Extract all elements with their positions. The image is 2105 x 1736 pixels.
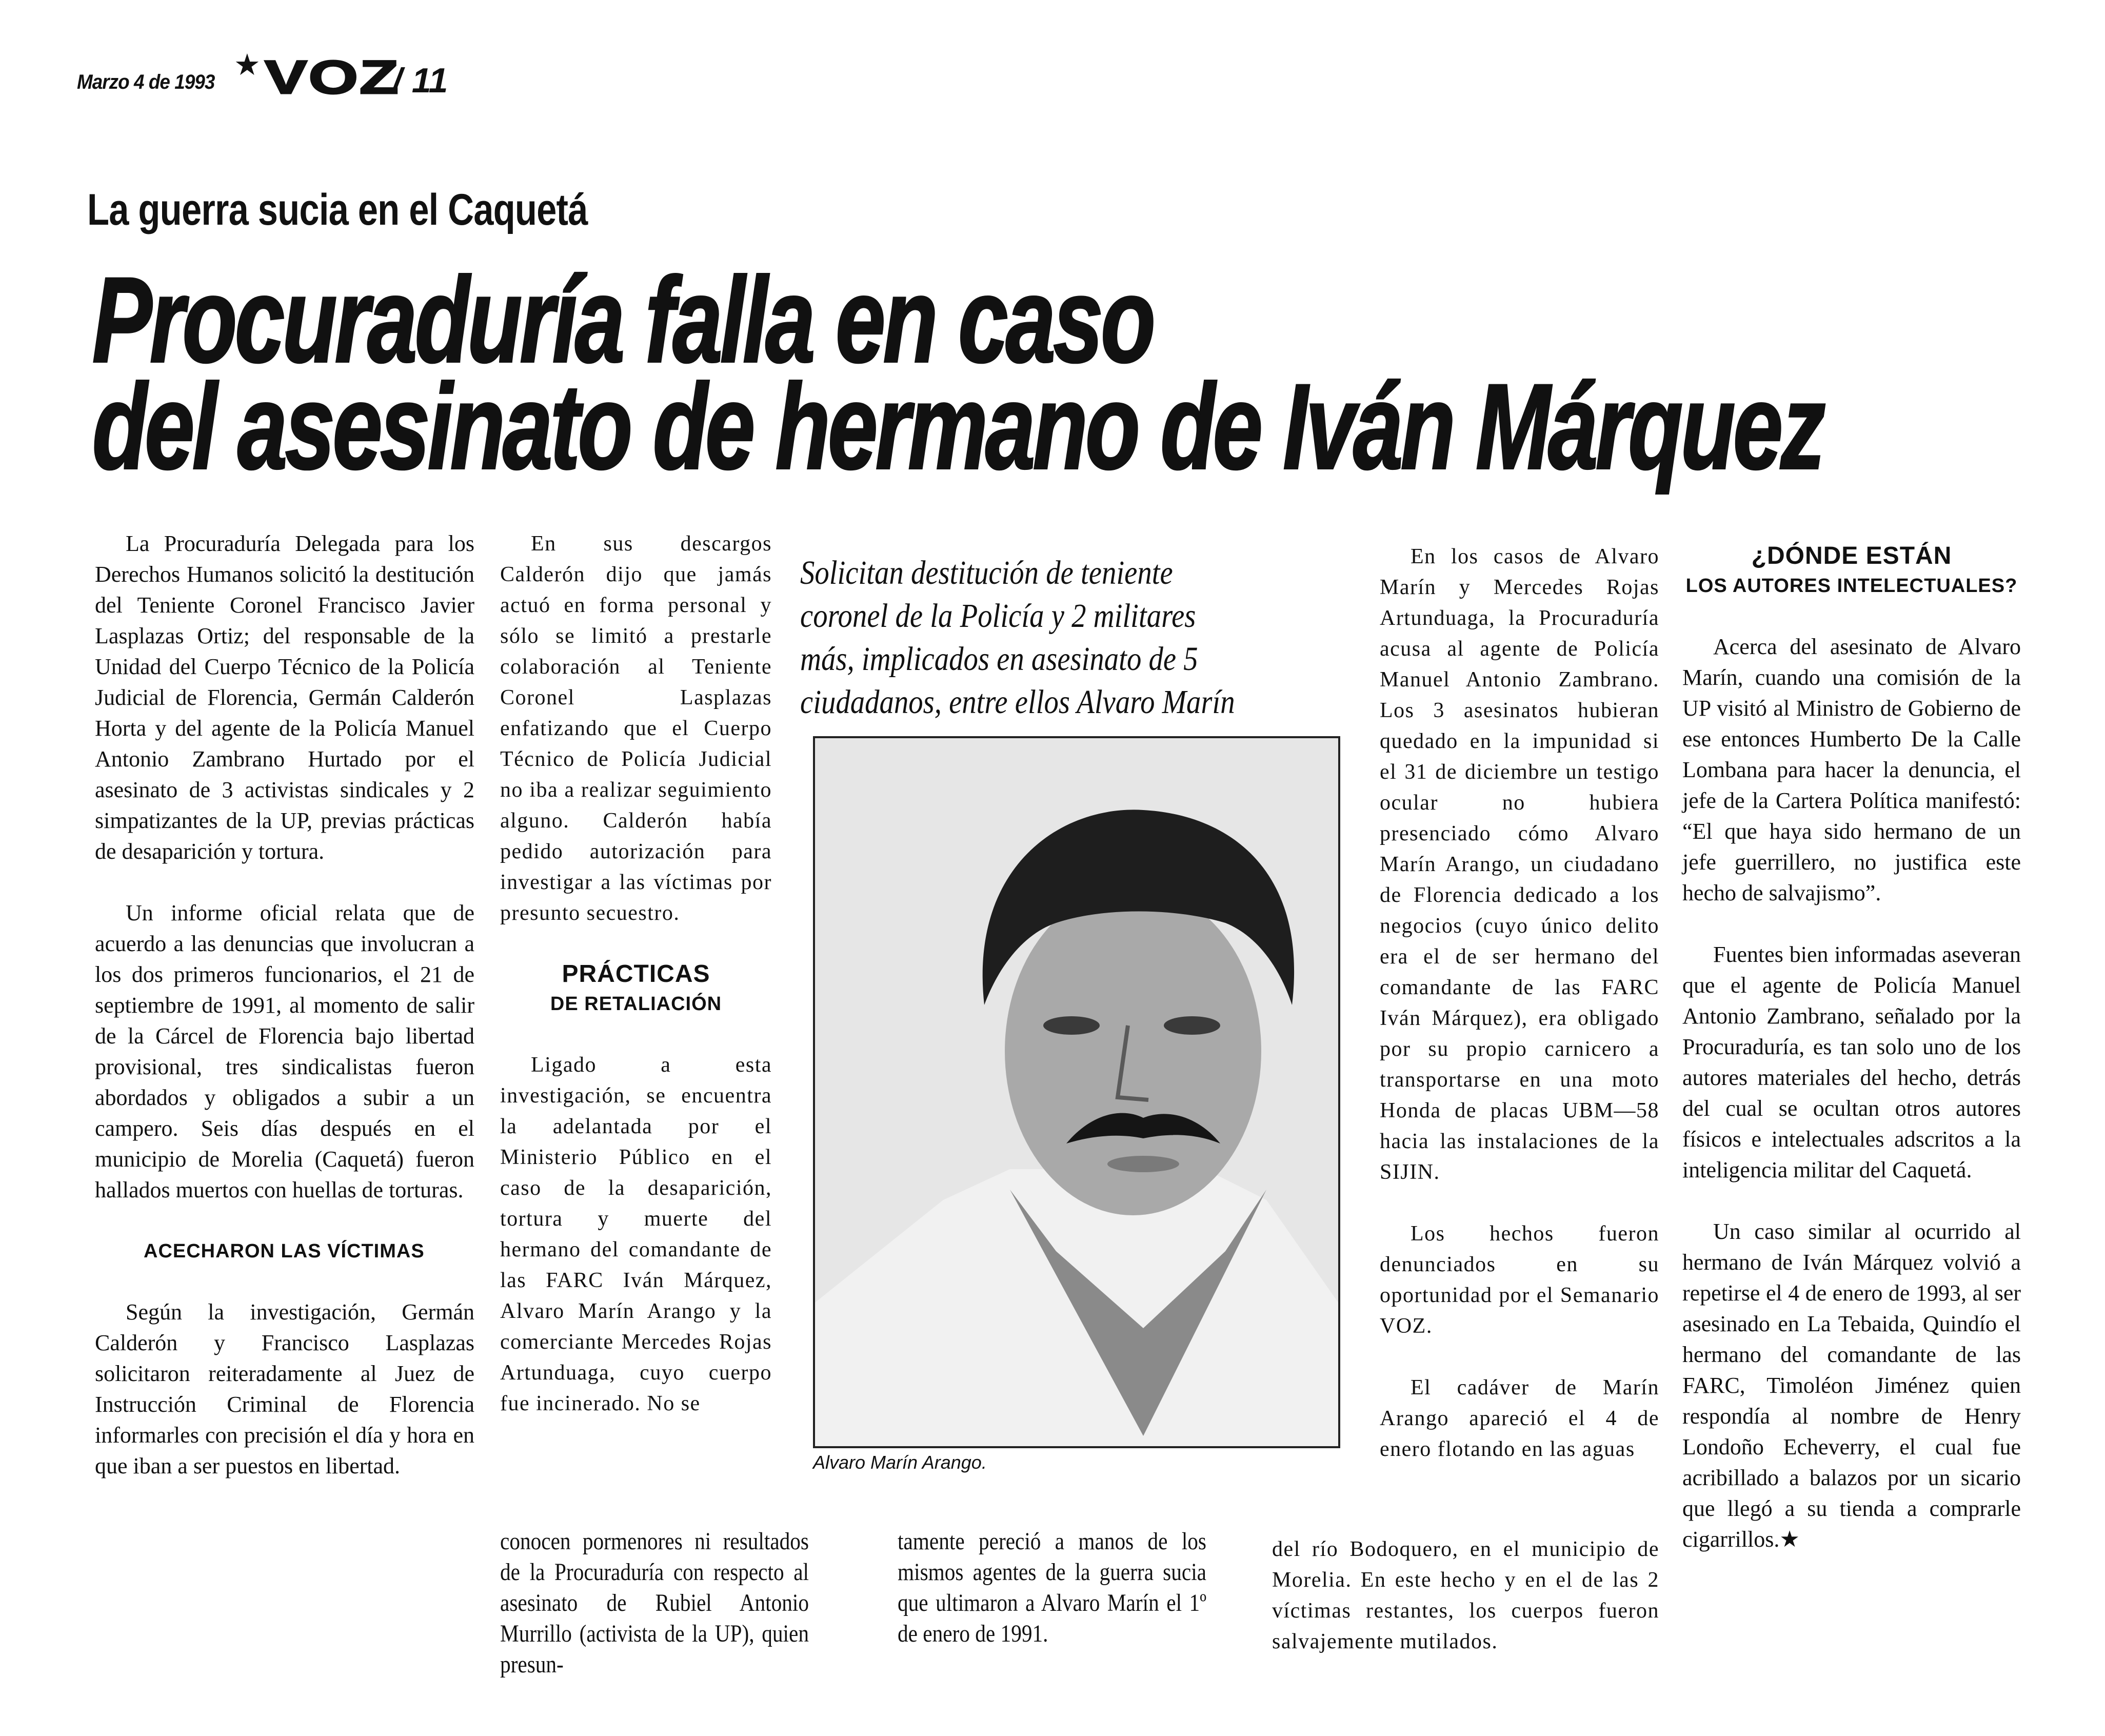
paragraph: Un informe oficial relata que de acuerdo a las denuncias que involucran a los dos primeros funcionarios, el 21 de septiembre de 1991, al momento de salir de la Cárcel de Florencia bajo libertad provisional, tres sindicalistas fueron abordados y obligados a subir a un campero. Seis días después en el municipio de Morelia (Caquetá) fueron hallados muertos con huellas de torturas. xyxy=(95,900,474,1202)
paragraph: En sus descargos Calderón dijo que jamás actuó en forma personal y sólo se limitó a prestarle colaboración al Teniente Coronel Lasplazas enfatizando que el Cuerpo Técnico de Policía Judicial no iba a realizar seguimiento alguno. Calderón había pedido autorización para investigar a las víctimas por presunto secuestro. xyxy=(500,532,772,925)
paragraph: Ligado a esta investigación, se encuentra la adelantada por el Ministerio Público en el caso de la desaparición, tortura y muerte del hermano del comandante de las FARC Iván Márquez, Alvaro Marín Arango y la comerciante Mercedes Rojas Artunduaga, cuyo cuerpo fue incinerado. No se xyxy=(500,1053,772,1415)
deck-line-2: coronel de la Policía y 2 militares xyxy=(800,597,1196,635)
column-4 xyxy=(1380,541,1659,1465)
end-mark-star-icon: ★ xyxy=(1779,1526,1800,1552)
deck-line-3: más, implicados en asesinato de 5 xyxy=(800,640,1198,678)
portrait-image xyxy=(815,738,1338,1446)
portrait-photo xyxy=(813,736,1340,1448)
paragraph: La Procuraduría Delegada para los Derechos Humanos solicitó la destitución del Teniente Coronel Francisco Javier Lasplazas Ortiz; del responsable de la Unidad del Cuerpo Técnico de la Policía Judicial de Florencia, Germán Calderón Horta y del agente de la Policía Manuel Antonio Zambrano Hurtado por el asesinato de 3 activistas sindicales y 2 simpatizantes de la UP, previas prácticas de desaparición y tortura. xyxy=(95,531,474,864)
masthead xyxy=(77,47,448,104)
paragraph: Los hechos fueron denunciados en su oportunidad por el Semanario VOZ. xyxy=(1380,1222,1659,1338)
section-subhead: ACECHARON LAS VÍCTIMAS xyxy=(144,1240,425,1262)
section-subhead xyxy=(1682,541,2021,601)
deck-line-4: ciudadanos, entre ellos Alvaro Marín xyxy=(800,683,1235,721)
paragraph: Acerca del asesinato de Alvaro Marín, cuando una comisión de la UP visitó al Ministro de Gobierno de ese entonces Humberto De la Calle Lombana para hacer la denuncia, el jefe de la Cartera Política manifestó: “El que haya sido hermano de un jefe guerrillero, no justifica este hecho de salvajismo”. xyxy=(1682,634,2021,905)
subhead-line-1: PRÁCTICAS xyxy=(562,960,710,988)
headline-line-1: Procuraduría falla en caso xyxy=(92,252,1154,388)
publication-logo: VOZ xyxy=(264,51,400,104)
star-icon: ★ xyxy=(233,47,261,82)
kicker: La guerra sucia en el Caquetá xyxy=(87,185,588,234)
headline-line-2: del asesinato de hermano de Iván Márquez xyxy=(92,359,1823,495)
paragraph: Según la investigación, Germán Calderón y Francisco Lasplazas solicitaron reiteradamente al Juez de Instrucción Criminal de Florencia informarles con precisión el día y hora en que iban a ser puestos en libertad. xyxy=(95,1299,474,1478)
section-subhead xyxy=(500,959,772,1019)
column-4-continuation xyxy=(1272,1534,1659,1688)
headline xyxy=(92,252,1823,495)
paragraph: del río Bodoquero, en el municipio de Morelia. En este hecho y en el de las 2 víctimas restantes, los cuerpos fueron salvajemente mutilados. xyxy=(1272,1537,1659,1653)
paragraph: tamente pereció a manos de los mismos agentes de la guerra sucia que ultimaron a Alvaro Marín el 1º de enero de 1991. xyxy=(898,1528,1206,1647)
paragraph: El cadáver de Marín Arango apareció el 4 de enero flotando en las aguas xyxy=(1380,1376,1659,1461)
column-3-continuation xyxy=(898,1526,1206,1680)
paragraph xyxy=(1682,1216,2021,1555)
column-2-continuation xyxy=(500,1526,809,1711)
column-5 xyxy=(1682,541,2021,1586)
paragraph: conocen pormenores ni resultados de la Procuraduría con respecto al asesinato de Rubiel Antonio Murrillo (activista de la UP), quien presun- xyxy=(500,1528,809,1678)
deck-line-1: Solicitan destitución de teniente xyxy=(800,554,1173,591)
paragraph-text: Un caso similar al ocurrido al hermano de Iván Márquez volvió a repetirse el 4 de enero de 1993, al ser asesinado en La Tebaida, Quindío el hermano del comandante de las FARC, Timoléon Jiménez quien respondía al nombre de Henry Londoño Echeverry, el cual fue acribillado a balazos por un sicario que llegó a su tienda a comprarle cigarrillos. xyxy=(1682,1219,2021,1552)
column-2 xyxy=(500,528,772,1450)
issue-date: Marzo 4 de 1993 xyxy=(77,70,215,93)
subhead-line-2: LOS AUTORES INTELECTUALES? xyxy=(1685,575,2018,597)
photo-caption: Alvaro Marín Arango. xyxy=(813,1452,987,1473)
deck xyxy=(800,551,1285,724)
paragraph: Fuentes bien informadas aseveran que el agente de Policía Manuel Antonio Zambrano, señalado por la Procuraduría, es tan solo uno de los autores materiales del hecho, detrás del cual se ocultan otros autores físicos e intelectuales adscritos a la inteligencia militar del Caquetá. xyxy=(1682,942,2021,1182)
page-number: / 11 xyxy=(392,61,448,101)
subhead-line-1: ¿DÓNDE ESTÁN xyxy=(1751,542,1952,569)
paragraph: En los casos de Alvaro Marín y Mercedes Rojas Artunduaga, la Procuraduría acusa al agente de Policía Manuel Antonio Zambrano. Los 3 asesinatos hubieran quedado en la impunidad si el 31 de diciembre un testigo ocular no hubiera presenciado cómo Alvaro Marín Arango, un ciudadano de Florencia dedicado a los negocios (cuyo único delito era el de ser hermano del comandante de las FARC Iván Márquez), era obligado por su propio carnicero a transportarse en una moto Honda de placas UBM—58 hacia las instalaciones de la SIJIN. xyxy=(1380,545,1659,1184)
subhead-line-2: DE RETALIACIÓN xyxy=(550,993,722,1015)
column-1 xyxy=(95,528,474,1512)
